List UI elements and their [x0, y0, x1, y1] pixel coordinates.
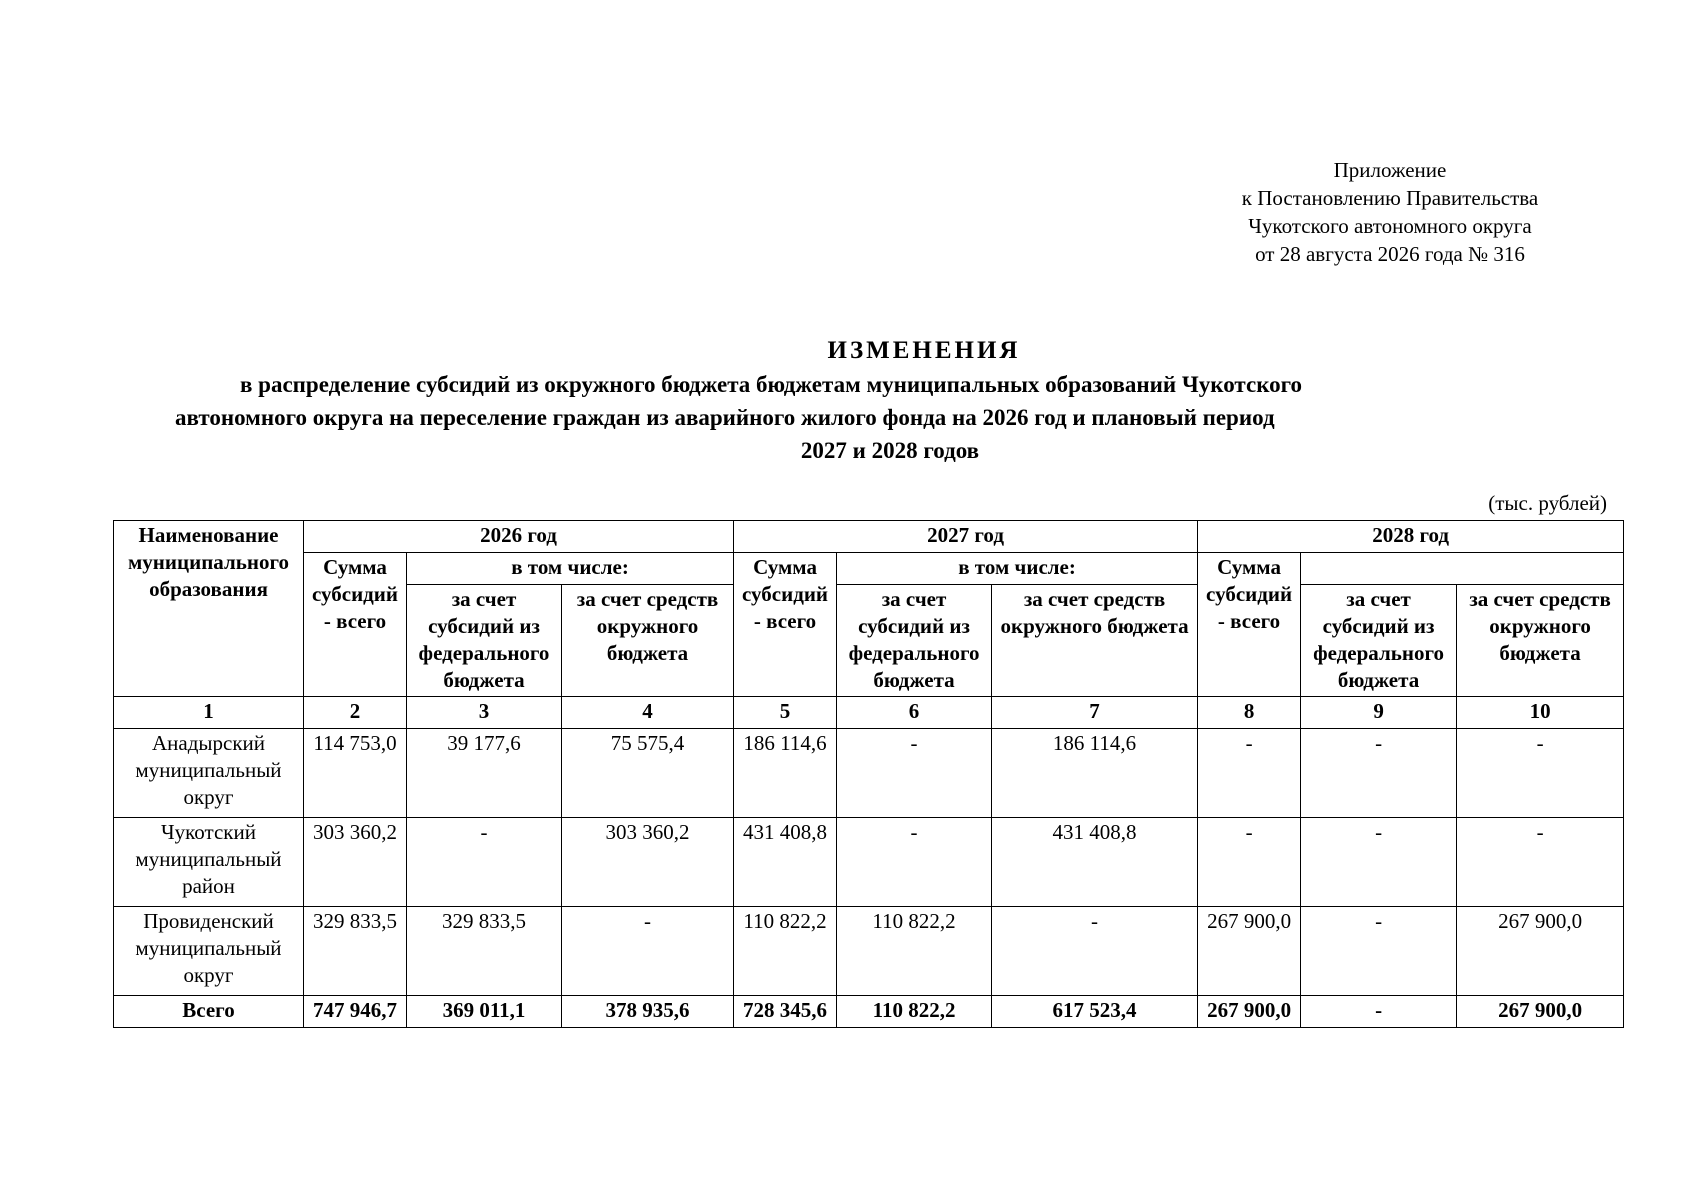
total-value: 267 900,0 [1198, 996, 1301, 1028]
subtitle-line: 2027 и 2028 годов [800, 438, 980, 463]
cell-value: - [1198, 729, 1301, 818]
total-value: 747 946,7 [304, 996, 407, 1028]
subsidy-distribution-table [113, 520, 1624, 1028]
cell-value: - [1301, 729, 1457, 818]
header-year-2026: 2026 год [304, 521, 734, 553]
header-year-2027: 2027 год [734, 521, 1198, 553]
header-total-sum-2027: Сумма субсидий - всего [734, 553, 837, 697]
total-row [114, 996, 1624, 1028]
appendix-line: Чукотского автономного округа [1248, 214, 1532, 238]
appendix-line: к Постановлению Правительства [1241, 186, 1539, 210]
cell-value: - [1301, 818, 1457, 907]
municipality-name: Анадырский муниципальный округ [114, 729, 304, 818]
cell-value: 114 753,0 [304, 729, 407, 818]
column-number: 2 [304, 697, 407, 729]
column-number: 3 [407, 697, 562, 729]
cell-value: - [1457, 818, 1624, 907]
units-label: (тыс. рублей) [1488, 491, 1607, 515]
table-row [114, 818, 1624, 907]
cell-value: 267 900,0 [1198, 907, 1301, 996]
cell-value: 303 360,2 [562, 818, 734, 907]
cell-value: 186 114,6 [992, 729, 1198, 818]
municipality-name: Провиденский муниципальный округ [114, 907, 304, 996]
cell-value: 329 833,5 [407, 907, 562, 996]
header-federal-2027: за счет субсидий из федерального бюджета [837, 585, 992, 697]
total-value: 617 523,4 [992, 996, 1198, 1028]
total-label: Всего [114, 996, 304, 1028]
subtitle-line: в распределение субсидий из окружного бюджета бюджетам муниципальных образований Чукотского [240, 372, 1303, 397]
cell-value: - [407, 818, 562, 907]
document-title: ИЗМЕНЕНИЯ [827, 337, 1021, 364]
total-value: - [1301, 996, 1457, 1028]
cell-value: - [1198, 818, 1301, 907]
appendix-block [1190, 156, 1590, 268]
header-regional-2027: за счет средств окружного бюджета [992, 585, 1198, 697]
header-year-2028: 2028 год [1198, 521, 1624, 553]
cell-value: - [992, 907, 1198, 996]
header-regional-2026: за счет средств окружного бюджета [562, 585, 734, 697]
cell-value: - [837, 818, 992, 907]
cell-value: - [1301, 907, 1457, 996]
header-total-sum-2026: Сумма субсидий - всего [304, 553, 407, 697]
column-number: 9 [1301, 697, 1457, 729]
column-number: 8 [1198, 697, 1301, 729]
cell-value: 186 114,6 [734, 729, 837, 818]
document-subtitle [175, 368, 1575, 467]
column-number: 7 [992, 697, 1198, 729]
cell-value: - [1457, 729, 1624, 818]
table-row [114, 907, 1624, 996]
cell-value: 431 408,8 [992, 818, 1198, 907]
cell-value: 39 177,6 [407, 729, 562, 818]
subtitle-line: автономного округа на переселение граждан из аварийного жилого фонда на 2026 год и плановый период [175, 405, 1275, 430]
column-number-row [114, 697, 1624, 729]
total-value: 369 011,1 [407, 996, 562, 1028]
cell-value: - [837, 729, 992, 818]
header-municipality: Наименование муниципального образования [114, 521, 304, 697]
municipality-name: Чукотский муниципальный район [114, 818, 304, 907]
header-including-2028 [1301, 553, 1624, 585]
cell-value: 110 822,2 [734, 907, 837, 996]
cell-value: 303 360,2 [304, 818, 407, 907]
cell-value: 329 833,5 [304, 907, 407, 996]
column-number: 4 [562, 697, 734, 729]
column-number: 10 [1457, 697, 1624, 729]
total-value: 378 935,6 [562, 996, 734, 1028]
header-total-sum-2028: Сумма субсидий - всего [1198, 553, 1301, 697]
header-row-years [114, 521, 1624, 553]
header-including-2026: в том числе: [407, 553, 734, 585]
column-number: 6 [837, 697, 992, 729]
table-row [114, 729, 1624, 818]
column-number: 5 [734, 697, 837, 729]
header-regional-2028: за счет средств окружного бюджета [1457, 585, 1624, 697]
header-including-2027: в том числе: [837, 553, 1198, 585]
total-value: 110 822,2 [837, 996, 992, 1028]
column-number: 1 [114, 697, 304, 729]
cell-value: 110 822,2 [837, 907, 992, 996]
cell-value: 431 408,8 [734, 818, 837, 907]
total-value: 267 900,0 [1457, 996, 1624, 1028]
total-value: 728 345,6 [734, 996, 837, 1028]
cell-value: 267 900,0 [1457, 907, 1624, 996]
appendix-line: от 28 августа 2026 года № 316 [1255, 242, 1525, 266]
cell-value: 75 575,4 [562, 729, 734, 818]
appendix-line: Приложение [1333, 158, 1447, 182]
cell-value: - [562, 907, 734, 996]
header-federal-2026: за счет субсидий из федерального бюджета [407, 585, 562, 697]
header-row-groups [114, 553, 1624, 585]
header-federal-2028: за счет субсидий из федерального бюджета [1301, 585, 1457, 697]
